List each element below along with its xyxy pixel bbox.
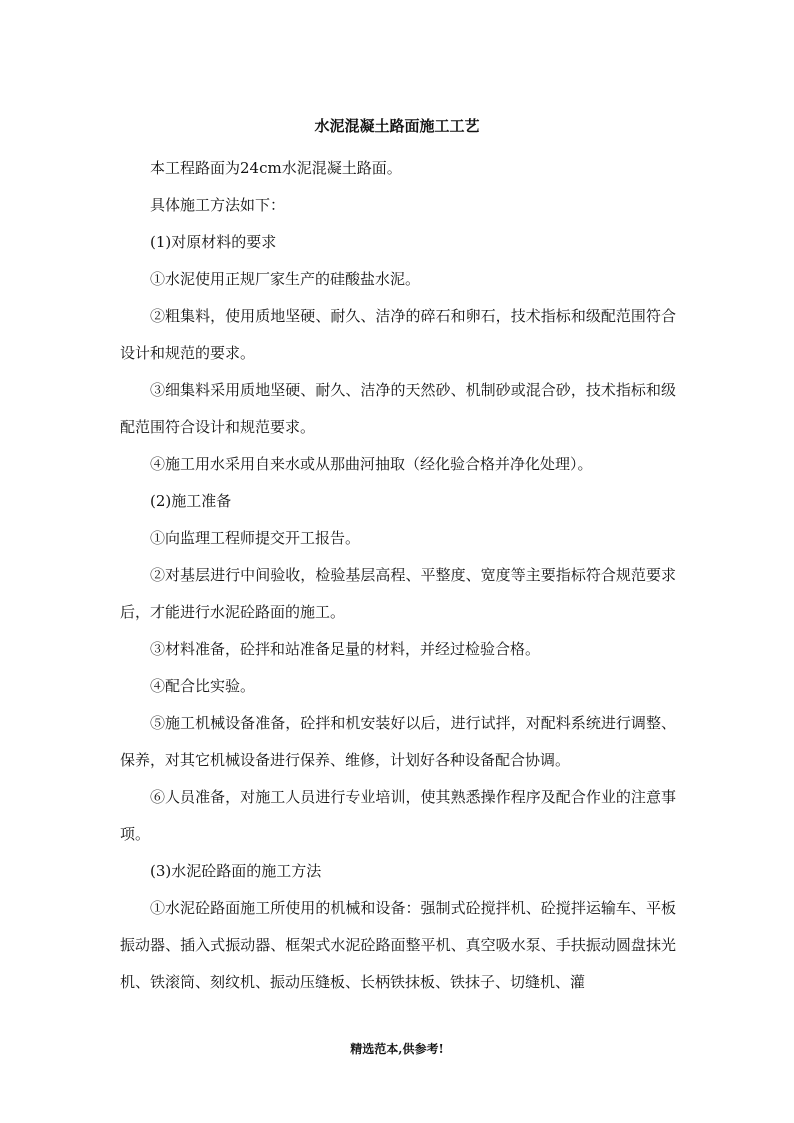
section-heading: (1)对原材料的要求 (150, 233, 277, 251)
list-item: ⑤施工机械设备准备，砼拌和机安装好以后，进行试拌，对配料系统进行调整、保养，对其它机械设备进行保养、维修，计划好各种设备配合协调。 (120, 714, 676, 769)
list-item: ④配合比实验。 (150, 677, 256, 695)
paragraph: 具体施工方法如下： (150, 196, 286, 214)
list-item: ①向监理工程师提交开工报告。 (150, 529, 361, 547)
list-item: ①水泥使用正规厂家生产的硅酸盐水泥。 (150, 270, 421, 288)
section-heading: (2)施工准备 (150, 492, 232, 510)
list-item: ②对基层进行中间验收，检验基层高程、平整度、宽度等主要指标符合规范要求后，才能进行水泥砼路面的施工。 (120, 566, 676, 621)
list-item: ⑥人员准备，对施工人员进行专业培训，使其熟悉操作程序及配合作业的注意事项。 (120, 788, 676, 843)
document-title: 水泥混凝土路面施工工艺 (314, 117, 480, 135)
list-item: ①水泥砼路面施工所使用的机械和设备：强制式砼搅拌机、砼搅拌运输车、平板振动器、插入式振动器、框架式水泥砼路面整平机、真空吸水泵、手扶振动圆盘抹光机、铁滚筒、刻纹机、振动压缝板、长柄铁抹板、铁抹子、切缝机、灌 (120, 899, 676, 991)
document-body (120, 150, 676, 1001)
list-item: ③细集料采用质地坚硬、耐久、洁净的天然砂、机制砂或混合砂，技术指标和级配范围符合设计和规范要求。 (120, 381, 676, 436)
list-item: ④施工用水采用自来水或从那曲河抽取（经化验合格并净化处理）。 (150, 455, 593, 473)
paragraph: 本工程路面为24cm水泥混凝土路面。 (150, 159, 402, 177)
list-item: ②粗集料，使用质地坚硬、耐久、洁净的碎石和卵石，技术指标和级配范围符合设计和规范的要求。 (120, 307, 676, 362)
list-item: ③材料准备，砼拌和站准备足量的材料，并经过检验合格。 (150, 640, 541, 658)
section-heading: (3)水泥砼路面的施工方法 (150, 862, 322, 880)
page-footer: 精选范本,供参考! (350, 1042, 444, 1056)
